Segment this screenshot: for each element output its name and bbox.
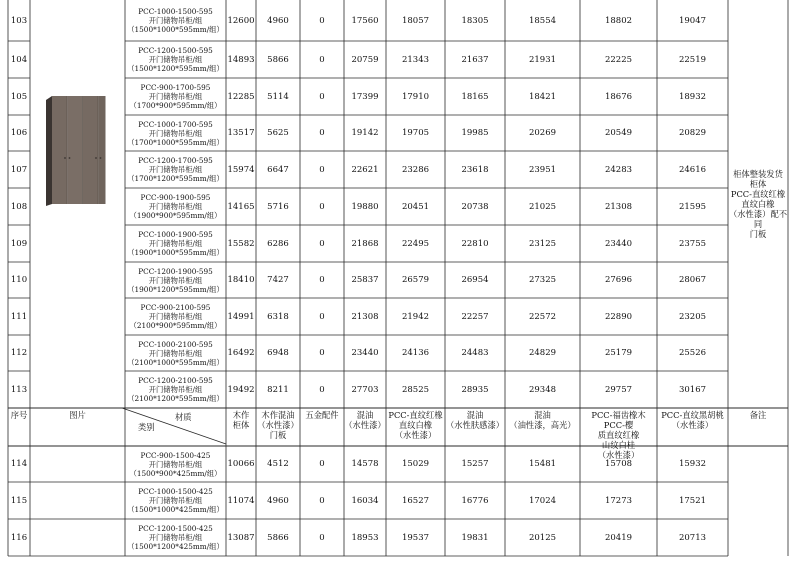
cell-v4: 21931 xyxy=(528,54,557,65)
cell-v3: 18165 xyxy=(461,91,489,102)
cell-carcass: 16492 xyxy=(227,348,255,358)
cell-v2: 28525 xyxy=(401,384,430,395)
cell-v2: 20451 xyxy=(401,201,430,212)
cell-carcass: 14991 xyxy=(227,311,255,322)
cell-v4: 17024 xyxy=(528,495,557,506)
cell-no: 107 xyxy=(10,164,28,175)
cell-v3: 24483 xyxy=(461,348,489,358)
cell-carcass: 14893 xyxy=(227,54,255,65)
cell-no: 111 xyxy=(10,311,28,322)
cell-v3: 23618 xyxy=(461,164,489,175)
cell-hw: 0 xyxy=(319,348,325,358)
cell-v2: 19705 xyxy=(401,128,430,138)
header-col_mixed_oil: 混油 （水性漆） xyxy=(344,410,386,430)
cell-v6: 20829 xyxy=(678,128,707,138)
cell-no: 103 xyxy=(10,15,28,26)
cell-no: 113 xyxy=(10,384,28,395)
cell-name: PCC-900-1700-595 开门储物吊柜/组 （1700*900*595mm/组） xyxy=(129,83,222,110)
cell-hw: 0 xyxy=(319,201,325,212)
cell-v6: 21595 xyxy=(678,201,707,212)
cell-v5: 18676 xyxy=(604,91,633,102)
cell-name: PCC-1200-2100-595 开门储物吊柜/组 （2100*1200*595mm/组） xyxy=(127,376,224,403)
cell-v5: 22890 xyxy=(604,311,633,322)
header-col_picture: 图片 xyxy=(69,410,86,420)
cell-v6: 17521 xyxy=(678,495,707,506)
header-col_index: 序号 xyxy=(10,410,28,420)
cell-v6: 20713 xyxy=(678,532,707,543)
cell-v5: 23440 xyxy=(604,238,633,249)
cell-hw: 0 xyxy=(319,311,325,322)
cell-v6: 30167 xyxy=(678,384,707,395)
cabinet-door-3 xyxy=(83,96,98,204)
cell-v1: 17560 xyxy=(351,15,379,26)
cell-v3: 19831 xyxy=(461,532,489,543)
cell-v3: 22257 xyxy=(461,311,489,322)
cell-v5: 15708 xyxy=(604,459,633,469)
cell-name: PCC-900-1500-425 开门储物吊柜/组 （1500*900*425mm/组） xyxy=(129,450,222,478)
cell-v1: 19880 xyxy=(351,201,379,212)
cell-v1: 18953 xyxy=(351,532,379,543)
cell-carcass: 13517 xyxy=(227,128,255,138)
cell-v4: 27325 xyxy=(528,275,557,285)
cell-no: 112 xyxy=(10,348,28,358)
cell-v2: 21942 xyxy=(401,311,430,322)
cell-door: 8211 xyxy=(267,384,289,395)
cell-v4: 22572 xyxy=(528,311,557,322)
cell-v6: 22519 xyxy=(678,54,707,65)
header-material: 材质 xyxy=(175,412,192,422)
cell-hw: 0 xyxy=(319,532,325,543)
cell-v1: 21308 xyxy=(351,311,379,322)
cell-v5: 22225 xyxy=(604,54,633,65)
header-col_mixed_gloss: 混油 （油性漆，高光） xyxy=(509,410,576,430)
cell-hw: 0 xyxy=(319,459,325,469)
cell-v5: 17273 xyxy=(604,495,633,506)
cell-name: PCC-1200-1700-595 开门储物吊柜/组 （1700*1200*595mm/组） xyxy=(127,156,224,183)
cell-hw: 0 xyxy=(319,164,325,175)
cell-v4: 15481 xyxy=(528,459,557,469)
cell-no: 108 xyxy=(10,201,28,212)
cell-v5: 20419 xyxy=(604,532,633,543)
cell-v5: 25179 xyxy=(604,348,633,358)
cell-name: PCC-1200-1500-595 开门储物吊柜/组 （1500*1200*595mm/组） xyxy=(127,46,224,73)
cell-no: 114 xyxy=(10,459,28,469)
cell-v4: 18554 xyxy=(528,15,557,26)
cell-carcass: 18410 xyxy=(227,275,255,285)
cell-v2: 24136 xyxy=(401,348,430,358)
cell-no: 106 xyxy=(10,128,28,138)
cell-carcass: 12285 xyxy=(227,91,255,102)
cell-v3: 22810 xyxy=(461,238,489,249)
cell-door: 4960 xyxy=(267,495,289,506)
cell-v2: 15029 xyxy=(401,459,430,469)
tall-cabinet-image xyxy=(46,96,106,206)
cell-v4: 18421 xyxy=(528,91,557,102)
cell-v1: 19142 xyxy=(351,128,379,138)
cell-v1: 22621 xyxy=(351,164,379,175)
cell-v2: 16527 xyxy=(401,495,430,506)
cell-door: 6948 xyxy=(267,348,289,358)
cell-v2: 22495 xyxy=(401,238,430,249)
cell-v2: 18057 xyxy=(401,15,430,26)
cell-carcass: 14165 xyxy=(227,201,255,212)
cabinet-door-1 xyxy=(52,96,67,204)
cell-name: PCC-1000-1900-595 开门储物吊柜/组 （1900*1000*595mm/组） xyxy=(127,230,224,257)
cell-v1: 14578 xyxy=(351,459,379,469)
cell-door: 7427 xyxy=(267,275,289,285)
cell-v6: 28067 xyxy=(678,275,707,285)
cell-v5: 27696 xyxy=(604,275,633,285)
cell-v5: 21308 xyxy=(604,201,633,212)
header-col_pcc_walnut: PCC-直纹黑胡桃 （水性漆） xyxy=(661,410,724,430)
cell-carcass: 15974 xyxy=(227,164,255,175)
cell-v6: 19047 xyxy=(678,15,707,26)
header-col_remark: 备注 xyxy=(749,410,767,420)
cell-v4: 21025 xyxy=(528,201,557,212)
cell-v4: 20125 xyxy=(528,532,557,543)
cell-v4: 23951 xyxy=(528,164,557,175)
cell-hw: 0 xyxy=(319,384,325,395)
cell-v1: 25837 xyxy=(351,275,379,285)
cell-carcass: 19492 xyxy=(227,384,255,395)
cell-name: PCC-1000-1500-595 开门储物吊柜/组 （1500*1000*595mm/组） xyxy=(127,7,224,34)
cell-v6: 15932 xyxy=(678,459,707,469)
cell-v5: 18802 xyxy=(604,15,633,26)
cell-door: 4512 xyxy=(267,459,289,469)
header-col_mixed_skin: 混油 （水性肤感漆） xyxy=(445,410,505,430)
header-category: 类别 xyxy=(138,422,155,432)
cell-v6: 18932 xyxy=(678,91,707,102)
cell-door: 5625 xyxy=(267,128,289,138)
cell-v2: 19537 xyxy=(401,532,430,543)
cell-door: 6286 xyxy=(267,238,289,249)
cell-no: 104 xyxy=(10,54,28,65)
cell-carcass: 11074 xyxy=(227,495,255,506)
cell-hw: 0 xyxy=(319,238,325,249)
cell-v1: 20759 xyxy=(351,54,379,65)
remark-cell: 柜体整装发货 柜体 PCC-直纹红橡 直纹白橡 （水性漆）配不同 门板 xyxy=(728,169,788,239)
header-col_carcass: 木作 柜体 xyxy=(232,410,250,430)
cell-v6: 23205 xyxy=(678,311,707,322)
cell-v1: 16034 xyxy=(351,495,379,506)
cell-v1: 23440 xyxy=(351,348,379,358)
header-col_pcc_combo: PCC-福齿橡木 PCC-樱 质直纹红橡 山纹白桂 （水性漆） xyxy=(591,410,646,460)
cell-v4: 29348 xyxy=(528,384,557,395)
cell-v4: 24829 xyxy=(528,348,557,358)
cell-no: 110 xyxy=(10,275,28,285)
cell-v6: 23755 xyxy=(678,238,707,249)
cell-no: 105 xyxy=(10,91,28,102)
cell-hw: 0 xyxy=(319,275,325,285)
cell-door: 6647 xyxy=(267,164,289,175)
cell-name: PCC-1000-2100-595 开门储物吊柜/组 （2100*1000*595mm/组） xyxy=(127,339,224,367)
cell-v6: 24616 xyxy=(678,164,707,175)
header-col_pcc_straight: PCC-直纹红橡 直纹白橡 （水性漆） xyxy=(388,410,443,440)
cell-hw: 0 xyxy=(319,128,325,138)
header-col_door_mixed: 木作混油 （水性漆） 门板 xyxy=(257,410,299,440)
cell-carcass: 15582 xyxy=(227,238,255,249)
cell-no: 115 xyxy=(10,495,28,506)
cell-v4: 23125 xyxy=(528,238,557,249)
cell-door: 4960 xyxy=(267,15,289,26)
cell-v1: 27703 xyxy=(351,384,379,395)
cell-v2: 17910 xyxy=(401,91,430,102)
cell-v3: 16776 xyxy=(461,495,489,506)
cell-hw: 0 xyxy=(319,54,325,65)
cell-door: 5114 xyxy=(267,91,289,102)
cell-hw: 0 xyxy=(319,495,325,506)
cell-v5: 29757 xyxy=(604,384,633,395)
cell-v4: 20269 xyxy=(528,128,557,138)
cell-hw: 0 xyxy=(319,91,325,102)
cell-v2: 21343 xyxy=(401,54,430,65)
cell-v3: 18305 xyxy=(461,15,489,26)
cell-door: 5716 xyxy=(267,201,289,212)
cabinet-door-2 xyxy=(68,96,83,204)
cell-door: 6318 xyxy=(267,311,289,322)
cabinet-door-4 xyxy=(99,96,106,204)
cell-v3: 26954 xyxy=(461,275,489,285)
cell-v5: 24283 xyxy=(604,164,633,175)
cell-v2: 26579 xyxy=(401,275,430,285)
cell-v3: 15257 xyxy=(461,459,489,469)
cell-no: 109 xyxy=(10,238,28,249)
cell-v5: 20549 xyxy=(604,128,633,138)
cell-v3: 21637 xyxy=(461,54,489,65)
cell-no: 116 xyxy=(10,532,28,543)
cell-carcass: 13087 xyxy=(227,532,255,543)
cell-v3: 19985 xyxy=(461,128,489,138)
cell-v6: 25526 xyxy=(678,348,707,358)
cell-name: PCC-1200-1900-595 开门储物吊柜/组 （1900*1200*595mm/组） xyxy=(127,266,224,294)
cabinet-side xyxy=(46,96,52,206)
cell-name: PCC-900-1900-595 开门储物吊柜/组 （1900*900*595mm/组） xyxy=(129,193,222,220)
cell-name: PCC-1000-1700-595 开门储物吊柜/组 （1700*1000*595mm/组） xyxy=(127,119,224,147)
cell-door: 5866 xyxy=(267,54,289,65)
cell-v3: 28935 xyxy=(461,384,489,395)
cell-v2: 23286 xyxy=(401,164,430,175)
cell-name: PCC-1000-1500-425 开门储物吊柜/组 （1500*1000*425mm/组） xyxy=(127,487,224,514)
cell-name: PCC-1200-1500-425 开门储物吊柜/组 （1500*1200*425mm/组） xyxy=(127,524,224,551)
cell-v1: 17399 xyxy=(351,91,379,102)
cell-v1: 21868 xyxy=(351,238,379,249)
cell-v3: 20738 xyxy=(461,201,489,212)
cell-name: PCC-900-2100-595 开门储物吊柜/组 （2100*900*595mm/组） xyxy=(129,303,222,330)
cell-carcass: 12600 xyxy=(227,15,255,26)
cell-carcass: 10066 xyxy=(227,459,255,469)
cell-hw: 0 xyxy=(319,15,325,26)
cell-door: 5866 xyxy=(267,532,289,543)
header-col_hardware: 五金配件 xyxy=(305,410,339,420)
